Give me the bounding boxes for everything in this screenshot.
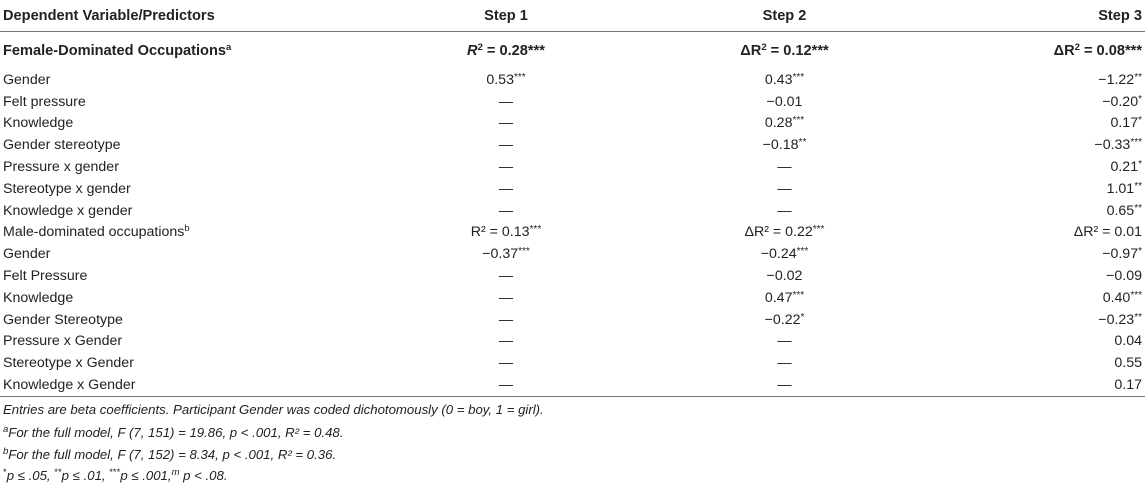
cell-s3: −0.23** — [1098, 311, 1142, 328]
table-row — [0, 200, 1145, 222]
cell-s1: — — [498, 333, 514, 350]
note-full-model-b: $^b$For the full model, F (7, 152) = 8.34, p < .001, R² = 0.36. — [3, 445, 337, 462]
cell-s1: — — [498, 268, 514, 285]
note-coding: Entries are beta coefficients. Participant Gender was coded dichotomously (0 = boy, 1 = girl). — [3, 401, 544, 417]
row-label: Felt Pressure — [3, 268, 88, 285]
cell-s2: −0.01 — [766, 93, 803, 110]
table-row — [0, 113, 1145, 135]
note-full-model-a: $^a$For the full model, F (7, 151) = 19.86, p < .001, R² = 0.48. — [3, 424, 344, 441]
cell-s1: — — [390, 374, 622, 396]
table-row — [0, 178, 1145, 200]
cell-s3: −0.20* — [1102, 93, 1142, 110]
row-label: Felt pressure — [3, 93, 86, 110]
cell-s1: R² = 0.13*** — [470, 224, 542, 241]
row-label: Pressure x gender — [3, 159, 119, 176]
table-row — [0, 134, 1145, 156]
group-female-step2-r2: $\Delta R^2 = 0.12***$ — [740, 41, 829, 59]
cell-s2: −0.18** — [762, 137, 807, 154]
cell-s1: — — [498, 311, 514, 328]
table-row — [0, 265, 1145, 287]
cell-s2: 0.47*** — [764, 289, 805, 306]
cell-s1: — — [498, 180, 514, 197]
cell-s3: 0.40*** — [1102, 289, 1142, 306]
row-label: Stereotype x Gender — [3, 355, 134, 372]
cell-s3: 0.55 — [1114, 355, 1142, 372]
cell-s2: — — [777, 159, 792, 176]
row-label: Knowledge x gender — [3, 202, 133, 219]
table-row — [0, 243, 1145, 265]
row-label: Gender Stereotype — [3, 311, 123, 328]
cell-s2: — — [777, 355, 792, 372]
cell-s1: — — [498, 289, 514, 306]
row-label: Gender stereotype — [3, 137, 121, 154]
cell-s3: 0.17* — [1110, 115, 1142, 132]
group-female-step3-r2: $\Delta R^2 = 0.08***$ — [1053, 41, 1142, 59]
cell-s2: ΔR² = 0.22*** — [744, 224, 825, 241]
cell-s2: — — [777, 202, 792, 219]
cell-s1: — — [498, 159, 514, 176]
table-row — [0, 222, 1145, 244]
table-row — [0, 331, 1145, 353]
cell-s3: −0.33*** — [1094, 137, 1142, 154]
cell-s3: −0.97* — [1102, 246, 1142, 263]
group-female-step1-r2: $R^2 = 0.28***$ — [467, 41, 545, 59]
table-row — [0, 352, 1145, 374]
group-title-female: Female-Dominated Occupations$^a$ — [3, 41, 232, 59]
col-header-predictors: Dependent Variable/Predictors — [0, 0, 390, 32]
table-body — [0, 69, 1145, 396]
cell-s2: 0.28*** — [764, 115, 805, 132]
row-label: Knowledge x Gender — [0, 374, 390, 396]
header-row — [0, 0, 1145, 32]
cell-s3: 0.17 — [947, 374, 1145, 396]
cell-s2: — — [777, 333, 792, 350]
row-label: Male-dominated occupations$^b$ — [3, 223, 190, 241]
cell-s2: 0.43*** — [764, 71, 805, 88]
row-label: Gender — [3, 246, 51, 263]
cell-s3: 1.01** — [1106, 180, 1142, 197]
table-row — [0, 156, 1145, 178]
cell-s1: — — [498, 137, 514, 154]
cell-s3: 0.04 — [1114, 333, 1142, 350]
cell-s1: — — [498, 202, 514, 219]
row-label: Knowledge — [3, 115, 74, 132]
row-label: Pressure x Gender — [3, 333, 123, 350]
table-row — [0, 91, 1145, 113]
col-header-step1: Step 1 — [390, 0, 622, 32]
group-header-row — [0, 32, 1145, 70]
cell-s3: −1.22** — [1098, 71, 1142, 88]
cell-s2: −0.22* — [764, 311, 805, 328]
row-label: Gender — [3, 71, 51, 88]
cell-s1: — — [498, 115, 514, 132]
table-row — [0, 309, 1145, 331]
cell-s1: — — [498, 93, 514, 110]
col-header-step2: Step 2 — [622, 0, 947, 32]
col-header-step3: Step 3 — [947, 0, 1145, 32]
cell-s3: 0.65** — [1106, 202, 1142, 219]
row-label: Stereotype x gender — [3, 180, 131, 197]
row-label: Knowledge — [3, 289, 74, 306]
table-row — [0, 69, 1145, 91]
cell-s2: −0.02 — [766, 268, 803, 285]
table-row — [0, 287, 1145, 309]
cell-s3: 0.21* — [1110, 159, 1142, 176]
cell-s2: — — [622, 374, 947, 396]
cell-s1: −0.37*** — [482, 246, 530, 263]
note-significance: *p ≤ .05, **p ≤ .01, ***p ≤ .001,$^m$ p < .08. — [3, 467, 228, 484]
cell-s2: — — [777, 180, 792, 197]
cell-s3: ΔR² = 0.01 — [1073, 224, 1142, 241]
cell-s1: — — [498, 355, 514, 372]
cell-s3: −0.09 — [1106, 268, 1142, 285]
table-row — [0, 374, 1145, 396]
cell-s2: −0.24*** — [760, 246, 809, 263]
cell-s1: 0.53*** — [486, 71, 526, 88]
